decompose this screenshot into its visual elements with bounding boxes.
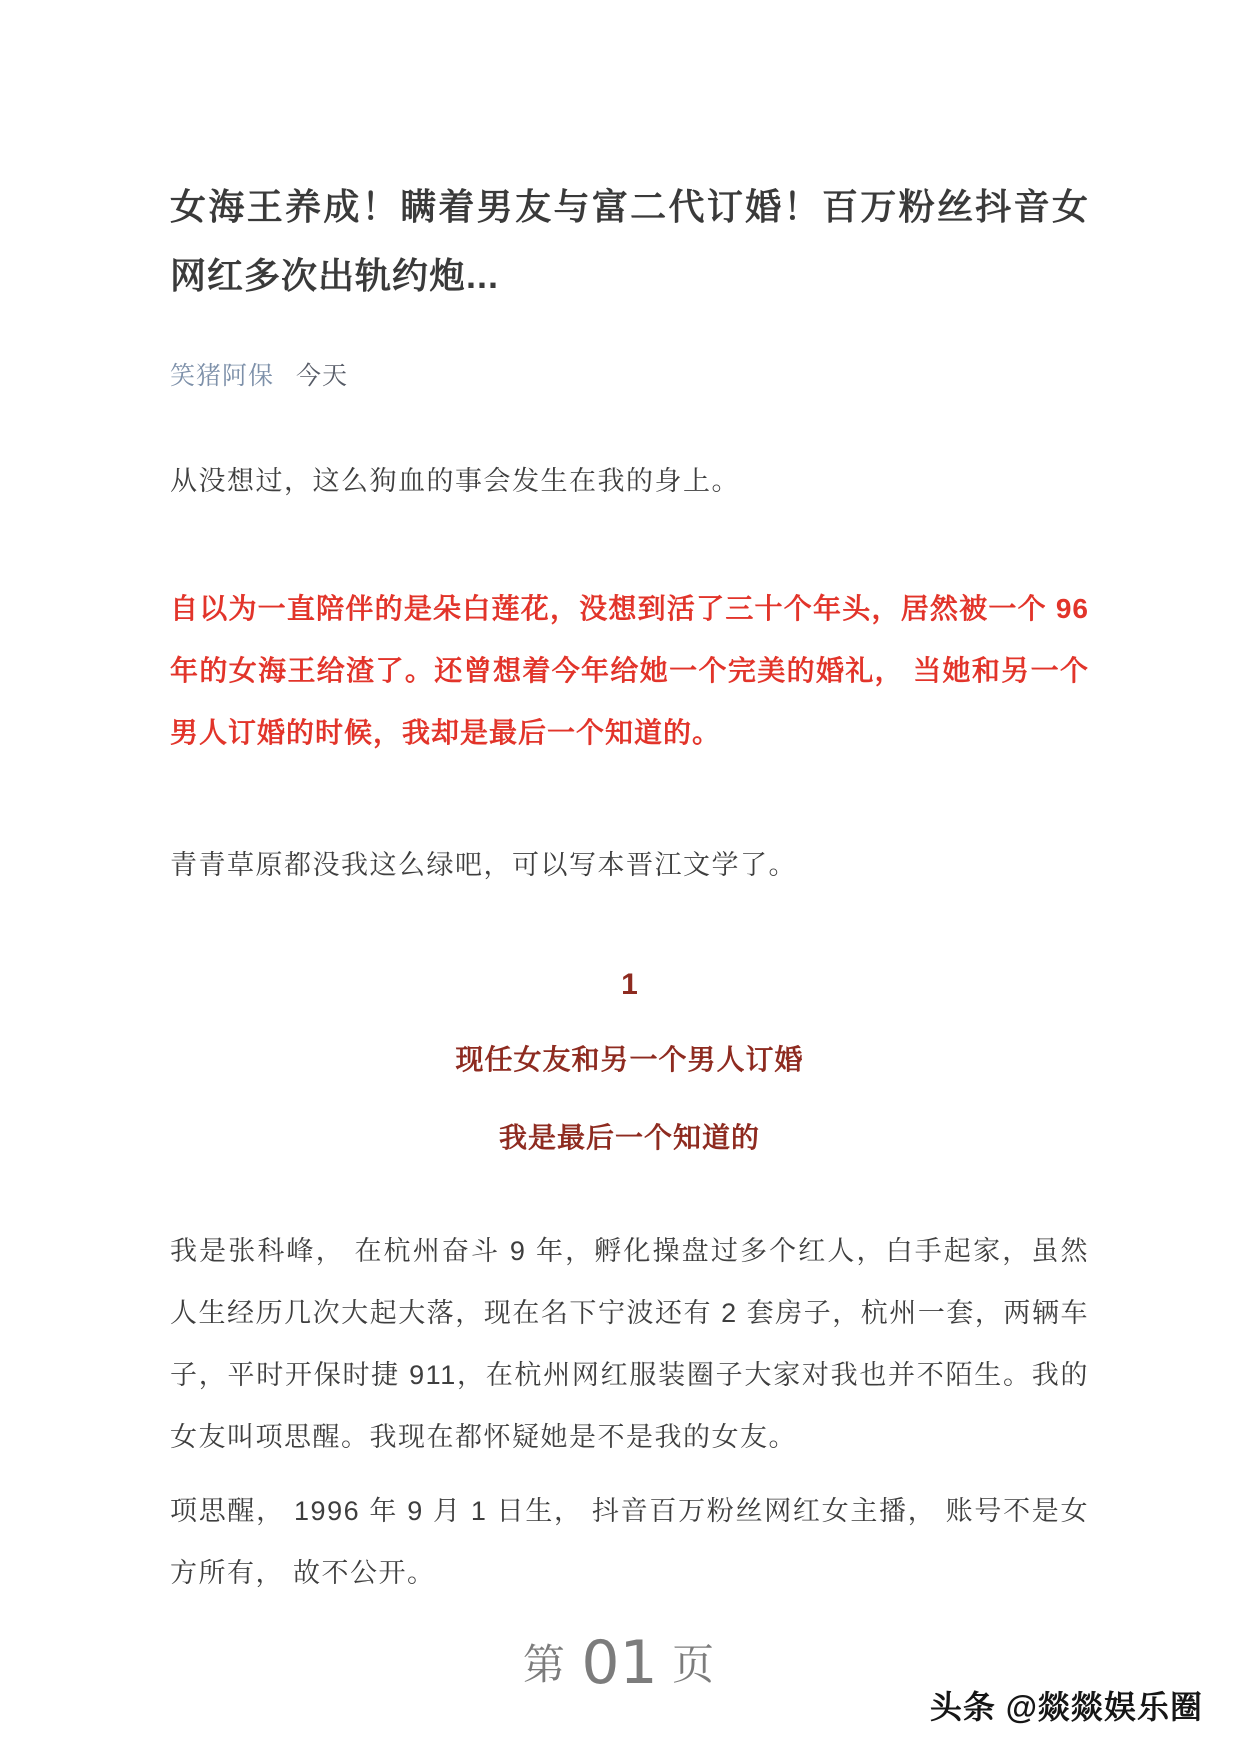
page-number-prefix: 第 bbox=[522, 1641, 567, 1688]
paragraph-body-2: 项思醒， 1996 年 9 月 1 日生， 抖音百万粉丝网红女主播， 账号不是女方所有， 故不公开。 bbox=[170, 1496, 1089, 1588]
paragraph-intro: 从没想过，这么狗血的事会发生在我的身上。 bbox=[170, 466, 740, 496]
section-heading-line2: 我是最后一个知道的 bbox=[498, 1122, 760, 1153]
page-number-value: 01 bbox=[581, 1628, 658, 1698]
article-title: 女海王养成！瞒着男友与富二代订婚！百万粉丝抖音女网红多次出轨约炮... bbox=[170, 186, 1089, 296]
page-number-suffix: 页 bbox=[672, 1641, 717, 1688]
paragraph-red-highlight: 自以为一直陪伴的是朵白莲花，没想到活了三十个年头，居然被一个 96 年的女海王给渣了。还曾想着今年给她一个完美的婚礼， 当她和另一个男人订婚的时候，我却是最后一个知道的。 bbox=[170, 593, 1089, 748]
paragraph-remark: 青青草原都没我这么绿吧，可以写本晋江文学了。 bbox=[170, 850, 797, 880]
byline bbox=[170, 356, 1089, 392]
paragraph-body-1: 我是张科峰， 在杭州奋斗 9 年，孵化操盘过多个红人，白手起家，虽然人生经历几次大起大落，现在名下宁波还有 2 套房子，杭州一套，两辆车子，平时开保时捷 911，在杭州网红服装圈子大家对我也并不陌生。我的女友叫项思醒。我现在都怀疑她是不是我的女友。 bbox=[170, 1236, 1089, 1452]
author-link[interactable]: 笑猪阿保 bbox=[170, 362, 275, 390]
section-heading-line1: 现任女友和另一个男人订婚 bbox=[455, 1044, 804, 1075]
toutiao-watermark: 头条 @燚燚娱乐圈 bbox=[929, 1689, 1203, 1725]
section-number: 1 bbox=[621, 968, 638, 1001]
publish-date: 今天 bbox=[295, 362, 348, 390]
